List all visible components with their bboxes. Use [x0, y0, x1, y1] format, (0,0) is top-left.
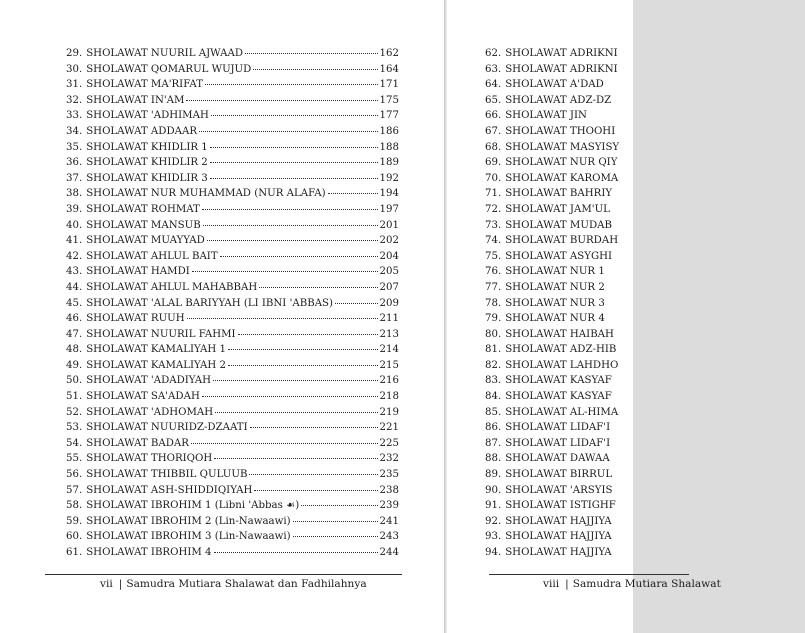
toc-entry-page: 244 [379, 547, 399, 558]
page-footer-right [543, 578, 721, 590]
toc-entry-number: 63. [485, 63, 502, 75]
toc-entry-title: SHOLAWAT NUR QIY [505, 157, 618, 169]
toc-entry-title: SHOLAWAT THIBBIL QULUUB [86, 469, 248, 481]
toc-entry-number: 56. [66, 469, 83, 481]
toc-entry-number: 69. [485, 157, 502, 169]
toc-entry-title: SHOLAWAT NUR 4 [505, 313, 605, 325]
toc-entry [66, 358, 399, 374]
toc-entry-number: 46. [66, 313, 83, 325]
toc-entry-page: 238 [379, 484, 399, 496]
toc-entry-title: SHOLAWAT HAIBAH [505, 328, 614, 340]
toc-entry-title: SHOLAWAT SA'ADAH [86, 391, 200, 403]
toc-entry-number: 38. [66, 188, 83, 200]
toc-entry-number: 72. [485, 203, 502, 215]
toc-entry-number: 39. [66, 203, 83, 215]
toc-entry-page: 241 [379, 515, 399, 527]
toc-entry-number: 77. [485, 281, 502, 293]
toc-entry-title: SHOLAWAT ASH-SHIDDIQIYAH [86, 484, 253, 496]
toc-entry [66, 249, 399, 265]
toc-entry [66, 62, 399, 78]
toc-entry-number: 47. [66, 328, 83, 340]
toc-entry [485, 264, 805, 280]
toc-entry [66, 389, 399, 405]
toc-entry-page: 197 [379, 203, 399, 215]
toc-dot-leader [254, 490, 377, 491]
toc-entry-number: 45. [66, 297, 83, 309]
footer-page-number: vii [100, 578, 113, 590]
toc-entry-number: 88. [485, 453, 502, 465]
toc-dot-leader [293, 536, 378, 537]
toc-entry-title: SHOLAWAT KHIDLIR 2 [86, 157, 208, 169]
toc-dot-leader [213, 380, 378, 381]
toc-entry-page: 219 [379, 406, 399, 418]
toc-entry-number: 53. [66, 422, 83, 434]
toc-entry [485, 373, 805, 389]
toc-entry [485, 108, 805, 124]
toc-entry-title: SHOLAWAT LIDAF'I [505, 437, 611, 449]
toc-entry [485, 296, 805, 312]
toc-entry [66, 296, 399, 312]
toc-entry [485, 545, 805, 561]
toc-entry [66, 498, 399, 514]
toc-entry-title: SHOLAWAT ADZ-DZ [505, 94, 612, 106]
toc-entry-title: SHOLAWAT IBROHIM 2 (Lin-Nawaawi) [86, 515, 291, 527]
toc-entry-title: SHOLAWAT MUDAB [505, 219, 612, 231]
toc-entry [66, 311, 399, 327]
toc-entry-page: 192 [379, 172, 399, 184]
toc-dot-leader [238, 334, 378, 335]
toc-list-left [66, 46, 399, 561]
toc-entry [66, 451, 399, 467]
toc-dot-leader [187, 318, 378, 319]
toc-entry-number: 60. [66, 531, 83, 543]
toc-entry-title: SHOLAWAT AHLUL BAIT [86, 250, 218, 262]
toc-entry-title: SHOLAWAT BIRRUL [505, 469, 613, 481]
toc-entry-page: 215 [379, 359, 399, 371]
toc-dot-leader [249, 474, 377, 475]
toc-entry-page: 235 [379, 469, 399, 481]
footer-separator: | [565, 578, 569, 590]
toc-dot-leader [293, 521, 378, 522]
toc-entry-title: SHOLAWAT THOOHI [505, 125, 616, 137]
toc-entry-number: 68. [485, 141, 502, 153]
toc-entry-title: SHOLAWAT ADDAAR [86, 125, 198, 137]
toc-entry-title: SHOLAWAT LAHDHO [505, 359, 619, 371]
toc-entry-title: SHOLAWAT AL-HIMA [505, 406, 619, 418]
toc-entry [66, 373, 399, 389]
toc-entry [66, 264, 399, 280]
toc-entry [66, 467, 399, 483]
toc-entry [66, 420, 399, 436]
toc-entry-title: SHOLAWAT ADRIKNI [505, 63, 618, 75]
toc-entry-number: 35. [66, 141, 83, 153]
toc-entry-title: SHOLAWAT NUR MUHAMMAD (NUR ALAFA) [86, 188, 326, 200]
toc-dot-leader [205, 84, 378, 85]
toc-entry-number: 78. [485, 297, 502, 309]
toc-entry-number: 92. [485, 515, 502, 527]
toc-dot-leader [210, 162, 378, 163]
toc-entry-title: SHOLAWAT ADRIKNI [505, 48, 618, 59]
toc-entry-page: 171 [379, 79, 399, 91]
toc-entry [66, 202, 399, 218]
toc-entry [66, 342, 399, 358]
toc-entry [485, 171, 805, 187]
toc-entry-page: 232 [379, 453, 399, 465]
toc-entry [66, 155, 399, 171]
toc-entry [485, 420, 805, 436]
toc-entry [485, 46, 805, 62]
toc-entry-title: SHOLAWAT ROHMAT [86, 203, 200, 215]
toc-entry [485, 93, 805, 109]
toc-entry-title: SHOLAWAT KAROMA [505, 172, 619, 184]
toc-entry-number: 85. [485, 406, 502, 418]
toc-entry-number: 80. [485, 328, 502, 340]
toc-entry-number: 64. [485, 79, 502, 91]
toc-entry [485, 233, 805, 249]
toc-entry-number: 32. [66, 94, 83, 106]
toc-entry-title: SHOLAWAT NUR 2 [505, 281, 605, 293]
toc-entry-number: 90. [485, 484, 502, 496]
toc-entry-number: 70. [485, 172, 502, 184]
toc-entry-title: SHOLAWAT BAHRIY [505, 188, 613, 200]
toc-entry-title: SHOLAWAT THORIQOH [86, 453, 213, 465]
toc-entry-number: 66. [485, 110, 502, 122]
toc-dot-leader [215, 412, 377, 413]
toc-entry [66, 483, 399, 499]
toc-entry-number: 83. [485, 375, 502, 387]
toc-entry-title: SHOLAWAT IBROHIM 4 [86, 547, 212, 558]
toc-entry [66, 218, 399, 234]
toc-entry-number: 43. [66, 266, 83, 278]
toc-dot-leader [203, 225, 378, 226]
toc-entry [485, 311, 805, 327]
toc-entry-number: 82. [485, 359, 502, 371]
toc-entry [66, 93, 399, 109]
toc-entry-number: 31. [66, 79, 83, 91]
toc-entry-number: 52. [66, 406, 83, 418]
toc-entry-number: 37. [66, 172, 83, 184]
toc-entry [66, 545, 399, 561]
toc-entry-title: SHOLAWAT HAJJIYA [505, 547, 612, 558]
toc-entry [485, 436, 805, 452]
toc-dot-leader [250, 427, 378, 428]
toc-entry-page: 175 [379, 94, 399, 106]
toc-entry-title: SHOLAWAT JAM'UL [505, 203, 610, 215]
toc-entry-number: 44. [66, 281, 83, 293]
toc-entry-number: 34. [66, 125, 83, 137]
toc-entry [66, 233, 399, 249]
toc-entry-page: 204 [379, 250, 399, 262]
toc-entry-title: SHOLAWAT NUURIL FAHMI [86, 328, 236, 340]
toc-entry-number: 36. [66, 157, 83, 169]
toc-entry-number: 89. [485, 469, 502, 481]
toc-entry [66, 514, 399, 530]
toc-dot-leader [214, 458, 377, 459]
footer-book-title: Samudra Mutiara Shalawat [572, 578, 721, 590]
toc-dot-leader [202, 209, 378, 210]
toc-entry [485, 249, 805, 265]
toc-entry-page: 186 [379, 125, 399, 137]
toc-entry-number: 84. [485, 391, 502, 403]
toc-entry [485, 124, 805, 140]
toc-entry-page: 189 [379, 157, 399, 169]
toc-entry-number: 41. [66, 235, 83, 247]
toc-entry [66, 529, 399, 545]
toc-dot-leader [228, 365, 378, 366]
toc-entry-title: SHOLAWAT HAJJIYA [505, 515, 612, 527]
toc-dot-leader [214, 552, 378, 553]
toc-entry-page: 211 [379, 313, 399, 325]
toc-entry [485, 529, 805, 545]
toc-entry-page: 218 [379, 391, 399, 403]
toc-entry-number: 29. [66, 48, 83, 59]
toc-entry-title: SHOLAWAT MUAYYAD [86, 235, 205, 247]
toc-entry-title: SHOLAWAT 'ADADIYAH [86, 375, 211, 387]
toc-entry [66, 405, 399, 421]
toc-entry [485, 77, 805, 93]
toc-entry-number: 76. [485, 266, 502, 278]
toc-entry-page: 207 [379, 281, 399, 293]
toc-entry-number: 61. [66, 547, 83, 558]
footer-book-title: Samudra Mutiara Shalawat dan Fadhilahnya [126, 578, 367, 590]
toc-dot-leader [245, 53, 378, 54]
toc-entry-title: SHOLAWAT BADAR [86, 437, 189, 449]
toc-entry-page: 188 [379, 141, 399, 153]
toc-entry-title: SHOLAWAT KHIDLIR 1 [86, 141, 208, 153]
toc-entry [485, 140, 805, 156]
toc-entry [485, 451, 805, 467]
toc-dot-leader [328, 193, 378, 194]
toc-entry-title: SHOLAWAT NUR 3 [505, 297, 605, 309]
toc-entry-title: SHOLAWAT ISTIGHF [505, 500, 616, 512]
toc-entry [66, 46, 399, 62]
toc-dot-leader [228, 349, 378, 350]
toc-entry [66, 280, 399, 296]
toc-dot-leader [220, 256, 378, 257]
toc-entry-number: 51. [66, 391, 83, 403]
toc-entry-page: 213 [379, 328, 399, 340]
toc-entry-page: 225 [379, 437, 399, 449]
toc-entry-number: 79. [485, 313, 502, 325]
toc-entry-title: SHOLAWAT HAJJIYA [505, 531, 612, 543]
toc-entry-title: SHOLAWAT KASYAF [505, 375, 612, 387]
toc-entry-title: SHOLAWAT 'ADHIMAH [86, 110, 209, 122]
toc-entry-title: SHOLAWAT QOMARUL WUJUD [86, 63, 252, 75]
toc-entry [66, 77, 399, 93]
toc-entry-title: SHOLAWAT MANSUB [86, 219, 201, 231]
toc-entry-title: SHOLAWAT HAMDI [86, 266, 190, 278]
toc-entry-title: SHOLAWAT MA'RIFAT [86, 79, 203, 91]
toc-entry-page: 216 [379, 375, 399, 387]
toc-entry-number: 94. [485, 547, 502, 558]
toc-entry [66, 171, 399, 187]
toc-entry [66, 124, 399, 140]
toc-entry-number: 59. [66, 515, 83, 527]
toc-entry-number: 49. [66, 359, 83, 371]
toc-entry-page: 205 [379, 266, 399, 278]
toc-dot-leader [202, 396, 378, 397]
toc-entry [485, 186, 805, 202]
toc-dot-leader [192, 271, 378, 272]
toc-entry-title: SHOLAWAT MASYISY [505, 141, 620, 153]
toc-entry-number: 75. [485, 250, 502, 262]
right-page [447, 0, 721, 633]
toc-dot-leader [191, 443, 378, 444]
toc-entry-page: 162 [379, 48, 399, 59]
toc-entry-title: SHOLAWAT NUURIDZ-DZAATI [86, 422, 248, 434]
toc-entry-page: 209 [379, 297, 399, 309]
toc-dot-leader [210, 147, 378, 148]
toc-entry-title: SHOLAWAT IN'AM [86, 94, 185, 106]
toc-entry-page: 177 [379, 110, 399, 122]
footer-rule-left [45, 574, 402, 575]
toc-entry-number: 42. [66, 250, 83, 262]
toc-entry-title: SHOLAWAT AHLUL MAHABBAH [86, 281, 258, 293]
toc-entry-page: 243 [379, 531, 399, 543]
toc-entry [66, 327, 399, 343]
footer-separator: | [118, 578, 123, 590]
toc-entry-title: SHOLAWAT ASYGHI [505, 250, 613, 262]
toc-entry [485, 467, 805, 483]
toc-entry-title: SHOLAWAT ADZ-HIB [505, 344, 617, 356]
toc-dot-leader [253, 69, 377, 70]
toc-dot-leader [186, 100, 377, 101]
toc-entry-title: SHOLAWAT 'ALAL BARIYYAH (LI IBNI 'ABBAS) [86, 297, 334, 309]
toc-entry-number: 30. [66, 63, 83, 75]
toc-entry-number: 81. [485, 344, 502, 356]
toc-entry [66, 140, 399, 156]
toc-entry-number: 74. [485, 235, 502, 247]
footer-rule-right [489, 574, 689, 575]
toc-entry [485, 280, 805, 296]
toc-entry-number: 33. [66, 110, 83, 122]
toc-entry [485, 498, 805, 514]
toc-entry-number: 91. [485, 500, 502, 512]
toc-entry [485, 405, 805, 421]
toc-entry-number: 93. [485, 531, 502, 543]
toc-entry [66, 436, 399, 452]
toc-dot-leader [210, 178, 378, 179]
toc-entry [485, 342, 805, 358]
toc-entry-title: SHOLAWAT 'ADHOMAH [86, 406, 214, 418]
toc-entry [485, 202, 805, 218]
toc-entry-number: 55. [66, 453, 83, 465]
toc-entry-title: SHOLAWAT IBROHIM 1 (Libni 'Abbas ☙) [86, 500, 300, 512]
toc-entry-page: 239 [379, 500, 399, 512]
toc-entry-title: SHOLAWAT DAWAA [505, 453, 610, 465]
toc-entry-title: SHOLAWAT KASYAF [505, 391, 612, 403]
toc-dot-leader [199, 131, 378, 132]
page-footer-left [100, 578, 367, 590]
toc-list-right [485, 46, 805, 561]
toc-entry-number: 48. [66, 344, 83, 356]
toc-entry [485, 389, 805, 405]
toc-entry-title: SHOLAWAT 'ARSYIS [505, 484, 613, 496]
footer-page-number: viii [543, 578, 560, 590]
toc-entry-number: 50. [66, 375, 83, 387]
toc-entry-number: 65. [485, 94, 502, 106]
toc-dot-leader [207, 240, 378, 241]
toc-entry-number: 67. [485, 125, 502, 137]
toc-entry [485, 155, 805, 171]
toc-entry [485, 327, 805, 343]
toc-entry-title: SHOLAWAT IBROHIM 3 (Lin-Nawaawi) [86, 531, 291, 543]
toc-entry [485, 358, 805, 374]
toc-entry-page: 201 [379, 219, 399, 231]
toc-entry [485, 483, 805, 499]
toc-dot-leader [211, 115, 378, 116]
toc-entry [485, 514, 805, 530]
toc-entry-page: 164 [379, 63, 399, 75]
toc-entry-number: 54. [66, 437, 83, 449]
toc-entry-title: SHOLAWAT RUUH [86, 313, 185, 325]
toc-entry-title: SHOLAWAT KHIDLIR 3 [86, 172, 208, 184]
toc-entry-number: 57. [66, 484, 83, 496]
toc-entry-page: 214 [379, 344, 399, 356]
toc-entry-title: SHOLAWAT KAMALIYAH 1 [86, 344, 226, 356]
toc-entry-number: 86. [485, 422, 502, 434]
toc-entry-number: 73. [485, 219, 502, 231]
toc-entry-number: 58. [66, 500, 83, 512]
toc-dot-leader [259, 287, 377, 288]
toc-entry-title: SHOLAWAT JIN [505, 110, 587, 122]
toc-entry-title: SHOLAWAT NUURIL AJWAAD [86, 48, 243, 59]
toc-entry [66, 108, 399, 124]
toc-dot-leader [301, 505, 377, 506]
toc-entry-page: 194 [379, 188, 399, 200]
toc-entry-number: 71. [485, 188, 502, 200]
toc-entry-page: 202 [379, 235, 399, 247]
toc-entry-title: SHOLAWAT LIDAF'I [505, 422, 611, 434]
toc-entry-number: 87. [485, 437, 502, 449]
toc-entry-title: SHOLAWAT BURDAH [505, 235, 619, 247]
toc-entry [485, 62, 805, 78]
toc-entry [66, 186, 399, 202]
toc-entry-title: SHOLAWAT KAMALIYAH 2 [86, 359, 226, 371]
toc-dot-leader [335, 303, 378, 304]
toc-entry [485, 218, 805, 234]
toc-entry-number: 62. [485, 48, 502, 59]
toc-entry-title: SHOLAWAT NUR 1 [505, 266, 605, 278]
toc-entry-page: 221 [379, 422, 399, 434]
toc-entry-number: 40. [66, 219, 83, 231]
toc-entry-title: SHOLAWAT A'DAD [505, 79, 604, 91]
